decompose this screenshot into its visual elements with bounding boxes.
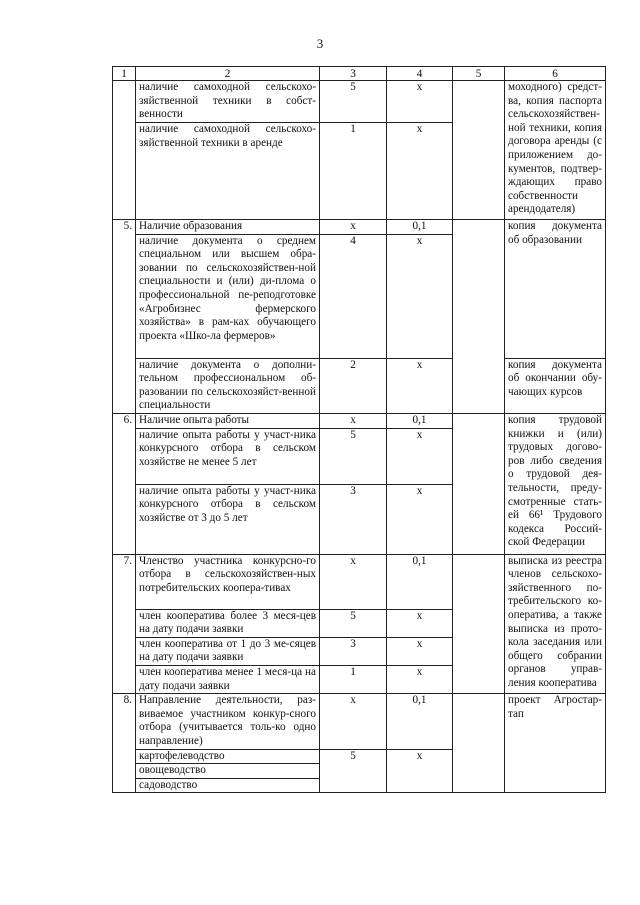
score-value: 3: [320, 484, 387, 554]
score-value: 5: [320, 428, 387, 484]
table-row: [113, 694, 606, 749]
column-header: 5: [453, 67, 505, 81]
column-header: 2: [136, 67, 320, 81]
weight-value: x: [387, 123, 453, 220]
confirming-document: копия документа об окончании обу-чающих курсов: [505, 358, 606, 413]
item-number: 6.: [113, 413, 136, 554]
table-header-row: [113, 67, 606, 81]
weight-value: x: [387, 234, 453, 358]
criterion-name: Наличие опыта работы: [136, 413, 320, 428]
score-value: 5: [320, 81, 387, 123]
criterion-name: наличие документа о среднем специальном или высшем обра-зовании по сельскохозяйствен-ной специальности и (или) ди-плома о профессиональной пе-реподготовке «Агробизнес фермерского хозяйства» в рам-ках обучающего проекта «Шко-ла фермеров»: [136, 234, 320, 358]
weight-value: x: [387, 609, 453, 637]
confirming-document: моходного) средст-ва, копия паспорта сельскохозяйствен-ной техники, копия договора аренды (с приложением до-кументов, подтвер-ждающих право собственности арендодателя): [505, 81, 606, 220]
weight-value: x: [387, 637, 453, 665]
column-header: 6: [505, 67, 606, 81]
item-number: 5.: [113, 220, 136, 414]
column-header: 4: [387, 67, 453, 81]
score-value: x: [320, 554, 387, 609]
item-number: [113, 81, 136, 220]
weight-value: x: [387, 665, 453, 693]
confirming-document: копия документа об образовании: [505, 220, 606, 359]
confirming-document: выписка из реестра членов сельскохо-зяйственного по-требительского ко-оператива, а также выписка из прото-кола заседания или общего собрании органов управ-ления кооператива: [505, 554, 606, 694]
table-row: [113, 81, 606, 123]
criterion-name: член кооператива более 3 меся-цев на дату подачи заявки: [136, 609, 320, 637]
weight-value: 0,1: [387, 694, 453, 749]
weight-value: x: [387, 81, 453, 123]
confirming-document: копия трудовой книжки и (или) трудовых догово-ров либо сведения о трудовой дея-тельности, преду-смотренные стать-ей 66¹ Трудового кодекса Россий-ской Федерации: [505, 413, 606, 554]
weight-value: x: [387, 749, 453, 793]
criterion-name: наличие опыта работы у участ-ника конкурсного отбора в сельском хозяйстве не менее 5 лет: [136, 428, 320, 484]
score-value: 1: [320, 665, 387, 693]
empty-cell: [453, 694, 505, 793]
criterion-name: садоводство: [136, 778, 320, 793]
weight-value: 0,1: [387, 413, 453, 428]
weight-value: x: [387, 428, 453, 484]
empty-cell: [453, 81, 505, 220]
empty-cell: [453, 413, 505, 554]
table-row: [113, 413, 606, 428]
score-value: 3: [320, 637, 387, 665]
criterion-name: член кооператива от 1 до 3 ме-сяцев на дату подачи заявки: [136, 637, 320, 665]
table-row: [113, 358, 606, 413]
score-value: 1: [320, 123, 387, 220]
criterion-name: наличие самоходной сельскохо-зяйственной техники в аренде: [136, 123, 320, 220]
score-value: 5: [320, 749, 387, 793]
criterion-name: картофелеводство: [136, 749, 320, 764]
score-value: x: [320, 413, 387, 428]
criterion-name: Направление деятельности, раз-виваемое участником конкур-сного отбора (учитывается толь-ко одно направление): [136, 694, 320, 749]
score-value: x: [320, 694, 387, 749]
table-row: [113, 554, 606, 609]
weight-value: x: [387, 484, 453, 554]
column-header: 3: [320, 67, 387, 81]
weight-value: 0,1: [387, 554, 453, 609]
criterion-name: Наличие образования: [136, 220, 320, 235]
criteria-table: [112, 66, 606, 793]
criterion-name: наличие документа о дополни-тельном профессиональном об-разовании по сельскохозяйст-венной специальности: [136, 358, 320, 413]
column-header: 1: [113, 67, 136, 81]
item-number: 8.: [113, 694, 136, 793]
empty-cell: [453, 220, 505, 414]
criterion-name: член кооператива менее 1 меся-ца на дату подачи заявки: [136, 665, 320, 693]
empty-cell: [453, 554, 505, 694]
score-value: x: [320, 220, 387, 235]
score-value: 4: [320, 234, 387, 358]
criterion-name: Членство участника конкурсно-го отбора в сельскохозяйствен-ных потребительских коопера-тивах: [136, 554, 320, 609]
criterion-name: овощеводство: [136, 764, 320, 779]
score-value: 2: [320, 358, 387, 413]
page-number: 3: [316, 36, 324, 51]
table-row: [113, 220, 606, 235]
weight-value: x: [387, 358, 453, 413]
score-value: 5: [320, 609, 387, 637]
criterion-name: наличие опыта работы у участ-ника конкурсного отбора в сельском хозяйстве от 3 до 5 лет: [136, 484, 320, 554]
item-number: 7.: [113, 554, 136, 694]
confirming-document: проект Агростар-тап: [505, 694, 606, 793]
criterion-name: наличие самоходной сельскохо-зяйственной техники в собст-венности: [136, 81, 320, 123]
weight-value: 0,1: [387, 220, 453, 235]
